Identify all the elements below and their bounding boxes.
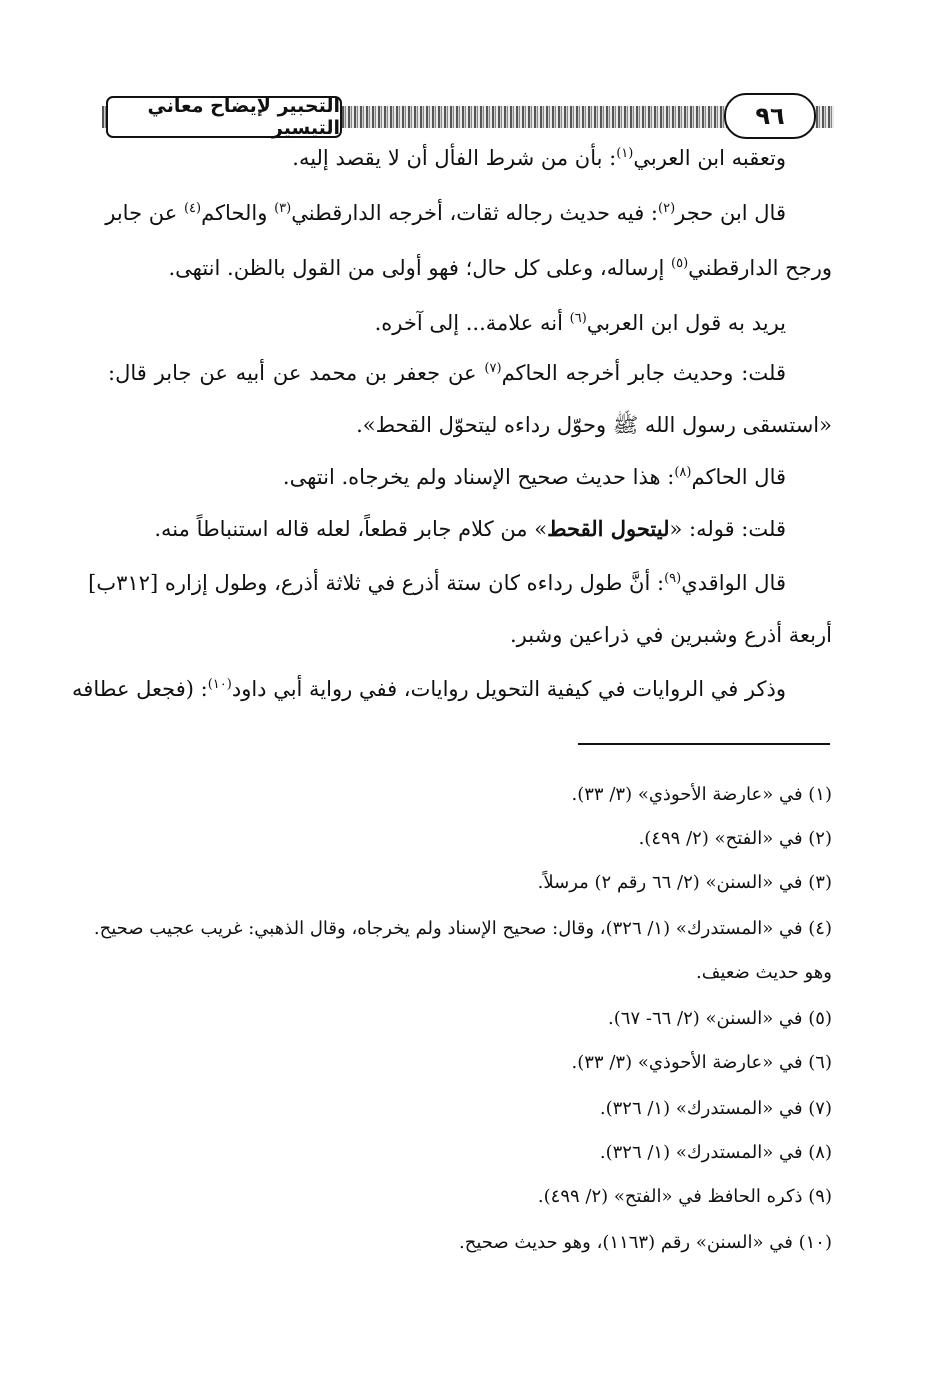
body-line-3: ورجح الدارقطني$^{(٥)}$ إرساله، وعلى كل حال؛ فهو أولى من القول بالظن. انتهى.	[168, 256, 832, 280]
page-number: ٩٦	[724, 93, 816, 139]
footnote-9: (٩) ذكره الحافظ في «الفتح» (٢/ ٤٩٩).	[537, 1186, 832, 1207]
bold-quote: ليتحول القحط	[547, 516, 670, 541]
body-line-8: قلت: قوله: «ليتحول القحط» من كلام جابر قطعاً، لعله قاله استنباطاً منه.	[154, 516, 786, 541]
body-line-7: قال الحاكم$^{(٨)}$: هذا حديث صحيح الإسناد ولم يخرجاه. انتهى.	[282, 465, 786, 489]
footnote-ref: (٨)	[674, 465, 692, 480]
footnote-ref: (٢)	[658, 201, 676, 216]
footnote-ref: (٩)	[664, 571, 682, 586]
footnote-10: (١٠) في «السنن» رقم (١١٦٣)، وهو حديث صحيح.	[459, 1232, 832, 1253]
page-header	[102, 92, 834, 142]
footnote-ref: (٣)	[274, 201, 292, 216]
footnote-ref: (٤)	[183, 201, 202, 216]
footnote-5: (٥) في «السنن» (٢/ ٦٦- ٦٧).	[608, 1008, 832, 1029]
footnote-2: (٢) في «الفتح» (٢/ ٤٩٩).	[638, 828, 832, 849]
body-line-1: وتعقبه ابن العربي$^{(١)}$: بأن من شرط الفأل أن لا يقصد إليه.	[292, 146, 786, 170]
footnote-3: (٣) في «السنن» (٢/ ٦٦ رقم ٢) مرسلاً.	[537, 872, 832, 893]
footnote-ref: (١٠)	[207, 677, 232, 692]
footnote-ref: (٥)	[671, 256, 689, 271]
footnote-8: (٨) في «المستدرك» (١/ ٣٢٦).	[599, 1142, 832, 1163]
footnote-separator	[578, 743, 830, 745]
body-line-6: «استسقى رسول الله ﷺ وحوّل رداءه ليتحوّل القحط».	[356, 413, 832, 437]
body-line-9: قال الواقدي$^{(٩)}$: أنَّ طول رداءه كان ستة أذرع في ثلاثة أذرع، وطول إزاره [٣١٢ب]	[88, 571, 786, 595]
footnote-4: (٤) في «المستدرك» (١/ ٣٢٦)، وقال: صحيح الإسناد ولم يخرجاه، وقال الذهبي: غريب عجيب صحيح.	[93, 918, 832, 939]
footnote-ref: (٧)	[484, 361, 502, 376]
body-line-11: وذكر في الروايات في كيفية التحويل روايات، ففي رواية أبي داود$^{(١٠)}$: (فجعل عطافه	[72, 677, 786, 701]
footnote-ref: (١)	[616, 146, 634, 161]
footnote-ref: (٦)	[569, 311, 587, 326]
footnote-6: (٦) في «عارضة الأحوذي» (٣/ ٣٣).	[571, 1052, 832, 1073]
body-line-5: قلت: وحديث جابر أخرجه الحاكم$^{(٧)}$ عن جعفر بن محمد عن أبيه عن جابر قال:	[108, 361, 786, 385]
body-line-2: قال ابن حجر$^{(٢)}$: فيه حديث رجاله ثقات، أخرجه الدارقطني$^{(٣)}$ والحاكم$^{(٤)}$ عن جابر	[105, 201, 786, 225]
body-line-4: يريد به قول ابن العربي$^{(٦)}$ أنه علامة... إلى آخره.	[374, 311, 786, 335]
footnote-7: (٧) في «المستدرك» (١/ ٣٢٦).	[599, 1098, 832, 1119]
body-line-10: أربعة أذرع وشبرين في ذراعين وشبر.	[510, 623, 832, 647]
footnote-4-continued: وهو حديث ضعيف.	[696, 962, 832, 983]
book-title: التحبير لإيضاح معاني التيسير	[106, 96, 342, 138]
footnote-1: (١) في «عارضة الأحوذي» (٣/ ٣٣).	[571, 784, 832, 805]
